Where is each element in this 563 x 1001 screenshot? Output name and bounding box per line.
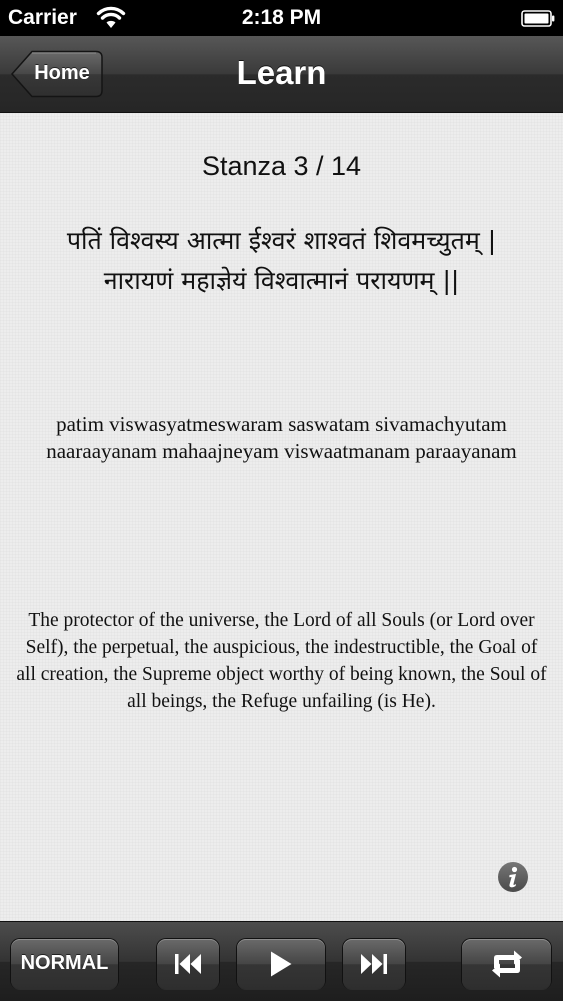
home-back-label: Home — [34, 62, 90, 84]
status-time: 2:18 PM — [241, 6, 322, 29]
battery-icon — [521, 9, 555, 26]
stanza-content — [0, 113, 563, 921]
play-button[interactable] — [237, 939, 325, 989]
carrier-label: Carrier — [8, 6, 77, 29]
previous-stanza-button[interactable] — [157, 939, 219, 989]
info-icon[interactable] — [497, 861, 529, 893]
sanskrit-line-1: पतिं विश्वस्य आत्मा ईश्वरं शाश्वतं शिवमच्युतम् | — [66, 226, 497, 255]
speed-mode-label: NORMAL — [20, 952, 109, 974]
repeat-button[interactable] — [462, 939, 551, 989]
next-stanza-button[interactable] — [343, 939, 405, 989]
sanskrit-verse — [10, 221, 553, 301]
skip-back-icon — [173, 952, 203, 976]
skip-forward-icon — [359, 952, 389, 976]
transliteration-text: patim viswasyatmeswaram saswatam sivamachyutam naaraayanam mahaajneyam viswaatmanam paraayanam — [46, 412, 517, 463]
translation-text: The protector of the universe, the Lord of all Souls (or Lord over Self), the perpetual, the auspicious, the indestructible, the Goal of all creation, the Supreme object worthy of being known, the Soul of all beings, the Refuge unfailing (is He). — [16, 610, 547, 712]
page-title: Learn — [236, 54, 327, 91]
home-back-button[interactable] — [10, 49, 104, 99]
play-icon — [269, 950, 293, 978]
player-toolbar — [0, 921, 563, 1001]
sanskrit-line-2: नारायणं महाज्ञेयं विश्वात्मानं परायणम् || — [103, 266, 460, 295]
status-bar — [0, 0, 563, 36]
speed-mode-button[interactable] — [11, 939, 118, 989]
repeat-icon — [487, 949, 527, 979]
navigation-bar — [0, 36, 563, 113]
stanza-counter: Stanza 3 / 14 — [201, 151, 362, 181]
